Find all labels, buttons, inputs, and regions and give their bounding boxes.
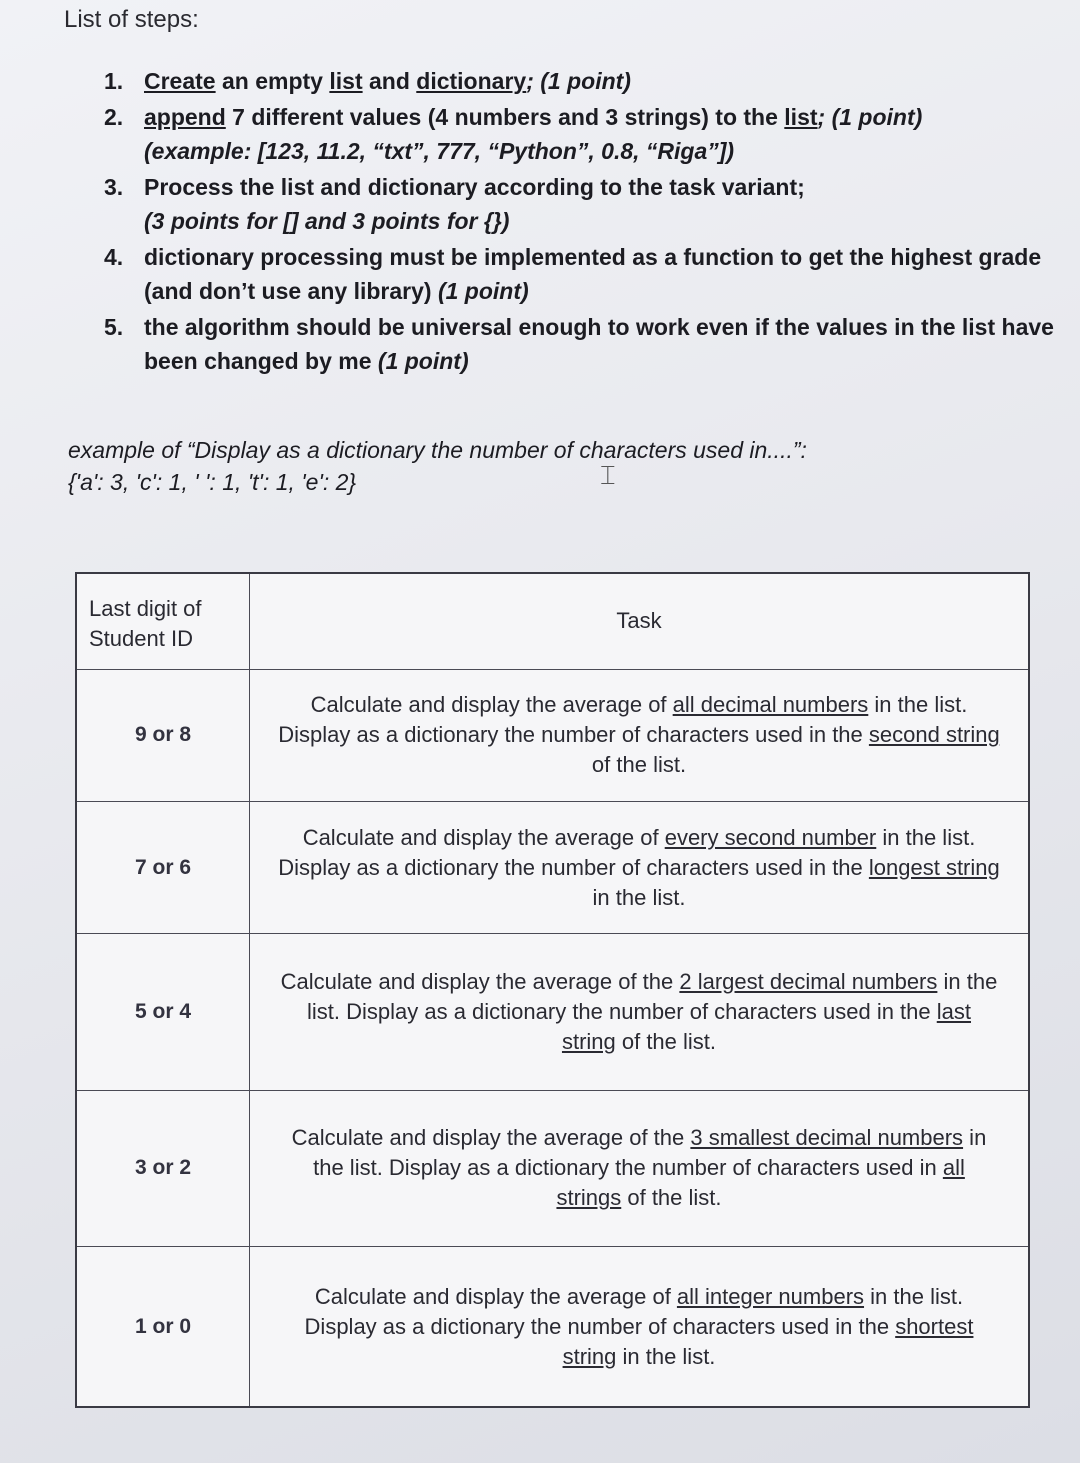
step-item <box>104 240 1044 308</box>
row-digit: 5 or 4 <box>76 934 250 1090</box>
text-run: of the list. <box>621 1185 722 1211</box>
step-line <box>144 204 1044 238</box>
text-run: the algorithm should be universal enough to work even if the values in the list have <box>144 314 1054 340</box>
underlined-text: last string <box>561 999 971 1055</box>
text-run: in the list. Display as a dictionary the number of characters used in the <box>307 969 998 1025</box>
example-description: example of “Display as a dictionary the number of characters used in....”: <box>68 437 807 463</box>
step-item <box>104 170 1044 238</box>
step-number: 1. <box>104 68 124 94</box>
text-run: Calculate and display the average of the <box>291 1125 691 1151</box>
text-run: (and don’t use any library) <box>144 278 438 304</box>
underlined-text: all integer numbers <box>676 1283 865 1309</box>
step-number: 2. <box>104 104 124 130</box>
step-number: 5. <box>104 314 124 340</box>
step-line <box>144 64 1044 98</box>
text-run: (1 point) <box>437 278 529 304</box>
row-task <box>250 669 1030 801</box>
underlined-text: list <box>784 104 818 130</box>
underlined-text: 2 largest decimal numbers <box>679 969 938 995</box>
table-row <box>76 934 1029 1090</box>
underlined-text: shortest string <box>562 1313 974 1369</box>
underlined-text: every second number <box>664 824 877 850</box>
text-run: dictionary processing must be implemented as a function to get the highest grade <box>144 244 1042 270</box>
text-run: Process the list and dictionary according to the task variant; <box>144 174 805 200</box>
text-run: Calculate and display the average of <box>314 1283 677 1309</box>
text-run: ; (1 point) <box>526 68 631 94</box>
underlined-text: 3 smallest decimal numbers <box>690 1125 964 1151</box>
row-digit: 7 or 6 <box>76 802 250 934</box>
step-line <box>144 240 1044 274</box>
step-item <box>104 100 1044 168</box>
table-row <box>76 669 1029 801</box>
text-run: (1 point) <box>377 348 469 374</box>
row-task <box>250 934 1030 1090</box>
text-run: in the list. Display as a dictionary the number of characters used in the <box>304 1283 964 1339</box>
step-line <box>144 344 1044 378</box>
text-run: of the list. <box>591 752 687 778</box>
step-line <box>144 274 1044 308</box>
header-task: Task <box>250 573 1030 669</box>
text-run: an empty <box>215 68 330 94</box>
row-task <box>250 1090 1030 1246</box>
step-line <box>144 134 1044 168</box>
text-run: Calculate and display the average of <box>302 824 665 850</box>
underlined-text: dictionary <box>416 68 527 94</box>
row-task <box>250 1247 1030 1407</box>
example-dictionary: {'a': 3, 'c': 1, ' ': 1, 't': 1, 'e': 2} <box>68 469 357 495</box>
text-run: Calculate and display the average of the <box>280 969 680 995</box>
row-digit: 3 or 2 <box>76 1090 250 1246</box>
step-line <box>144 100 1044 134</box>
underlined-text: append <box>144 104 226 130</box>
page-heading: List of steps: <box>64 6 199 33</box>
step-item <box>104 64 1044 98</box>
step-line <box>144 170 1044 204</box>
text-run: in the list. Display as a dictionary the number of characters used in <box>313 1125 987 1181</box>
task-variants-table <box>75 572 1030 1408</box>
text-run: 7 different values (4 numbers and 3 strings) to the <box>225 104 785 130</box>
example-block <box>68 434 1028 498</box>
text-run: in the list. <box>592 884 686 910</box>
step-item <box>104 310 1054 378</box>
text-run: in the list. Display as a dictionary the number of characters used in the <box>278 824 976 880</box>
underlined-text: all decimal numbers <box>672 692 869 718</box>
underlined-text: list <box>329 68 363 94</box>
step-number: 3. <box>104 174 124 200</box>
text-run: and <box>362 68 417 94</box>
step-number: 4. <box>104 244 124 270</box>
row-task <box>250 802 1030 934</box>
text-run: in the list. Display as a dictionary the number of characters used in the <box>278 692 968 748</box>
table-row <box>76 1090 1029 1246</box>
table-header-row <box>76 573 1029 669</box>
row-digit: 9 or 8 <box>76 669 250 801</box>
table-row <box>76 1247 1029 1407</box>
underlined-text: all strings <box>556 1155 965 1211</box>
text-run: Calculate and display the average of <box>310 692 673 718</box>
underlined-text: second string <box>868 722 1000 748</box>
header-student-id: Last digit of Student ID <box>76 573 250 669</box>
text-run: ; (1 point) <box>817 104 923 130</box>
text-run: in the list. <box>616 1343 716 1369</box>
text-run: (3 points for [] and 3 points for {}) <box>144 208 510 234</box>
table-row <box>76 802 1029 934</box>
text-run: of the list. <box>615 1029 717 1055</box>
steps-list <box>104 64 1054 380</box>
underlined-text: Create <box>144 68 216 94</box>
step-line <box>144 310 1054 344</box>
row-digit: 1 or 0 <box>76 1247 250 1407</box>
underlined-text: longest string <box>868 854 1000 880</box>
text-run: been changed by me <box>144 348 378 374</box>
text-cursor-icon: ⌶ <box>600 460 616 490</box>
text-run: (example: [123, 11.2, “txt”, 777, “Python”, 0.8, “Riga”]) <box>144 138 735 164</box>
